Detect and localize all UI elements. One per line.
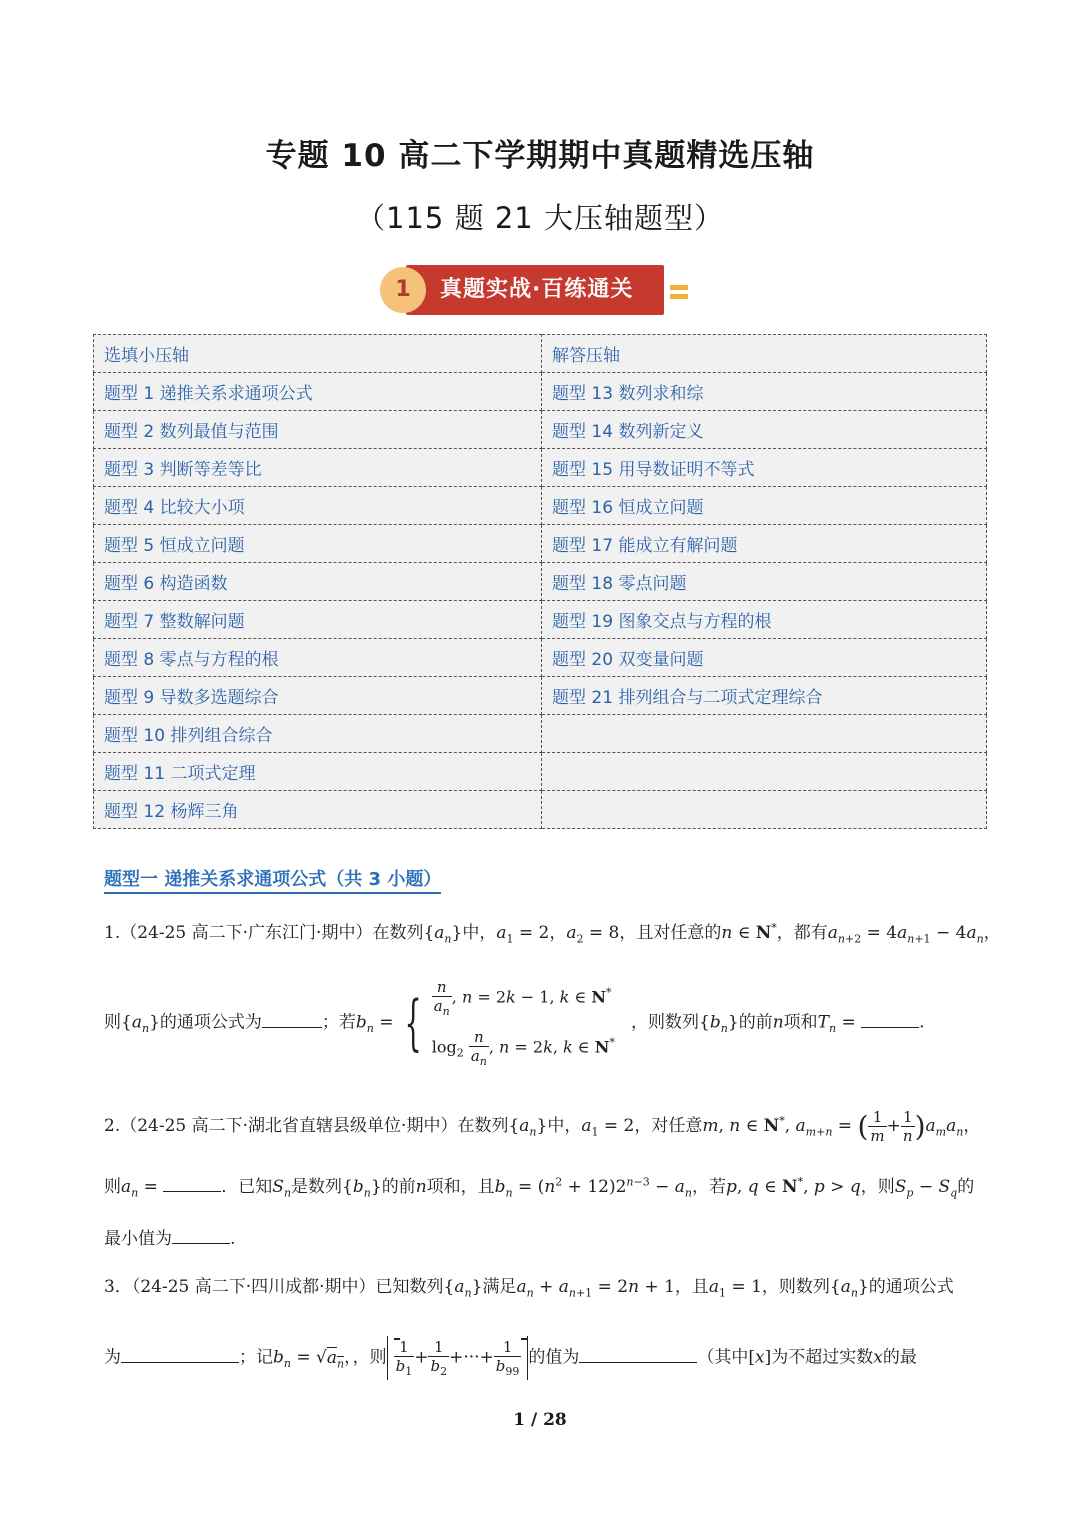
topic-cell-right (542, 753, 987, 791)
problem-2-line-2: 则$a_n$ = ．已知$S_n$是数列$\{b_n\}$的前n项和，且$b_n = (n^2 + 12)2^{n-3} - a_n$，若p, q ∈ N*, p > q，则$S_p - S_q$的 (104, 1175, 975, 1200)
problem-2-line-1: 2.（24-25 高二下·湖北省直辖县级单位·期中）在数列$\{a_n\}$中，$a_1 = 2$，对任意m, n ∈ N*, $a_{m+n}$ = ( $\frac{1}{m}$ + $\frac{1}{n}$ )$a_ma_n$， (104, 1108, 981, 1145)
answer-blank[interactable] (579, 1346, 697, 1363)
topic-cell-right[interactable]: 题型 20 双变量问题 (542, 639, 987, 677)
answer-blank[interactable] (262, 1011, 322, 1028)
topic-cell-right[interactable]: 题型 13 数列求和综 (542, 373, 987, 411)
table-header-row (94, 335, 987, 373)
problem-1-line-2: 则$\{a_n\}$的通项公式为 ；若$b_n$ = { $\frac{n}{a_n}$ , n = 2k − 1, k ∈ N* $\log_2$ $\frac{n}{a_n}$ , n = 2k, k ∈ N* ，则数列$\{b_n\}$的前n项和$T_n$ = . (104, 978, 925, 1068)
topic-cell-right (542, 715, 987, 753)
table-row (94, 753, 987, 791)
topic-cell-left[interactable]: 题型 7 整数解问题 (94, 601, 542, 639)
table-row (94, 525, 987, 563)
problem-3-line-1: 3．（24-25 高二下·四川成都·期中）已知数列$\{a_n\}$满足$a_n + a_{n+1} = 2n + 1$，且$a_1 = 1$，则数列$\{a_n\}$的通项公式 (104, 1277, 954, 1300)
right-column-header: 解答压轴 (542, 335, 987, 373)
topic-cell-right[interactable]: 题型 21 排列组合与二项式定理综合 (542, 677, 987, 715)
answer-blank[interactable] (172, 1227, 230, 1244)
topic-cell-left[interactable]: 题型 4 比较大小项 (94, 487, 542, 525)
topic-cell-left[interactable]: 题型 3 判断等差等比 (94, 449, 542, 487)
topic-cell-right[interactable]: 题型 18 零点问题 (542, 563, 987, 601)
answer-blank[interactable] (163, 1175, 221, 1192)
topic-cell-right[interactable]: 题型 15 用导数证明不等式 (542, 449, 987, 487)
topic-cell-left[interactable]: 题型 12 杨辉三角 (94, 791, 542, 829)
topic-cell-left[interactable]: 题型 9 导数多选题综合 (94, 677, 542, 715)
topic-cell-left[interactable]: 题型 1 递推关系求通项公式 (94, 373, 542, 411)
topic-cell-left[interactable]: 题型 6 构造函数 (94, 563, 542, 601)
table-row (94, 563, 987, 601)
topic-cell-right (542, 791, 987, 829)
topic-cell-left[interactable]: 题型 8 零点与方程的根 (94, 639, 542, 677)
page-number: 1 / 28 (513, 1410, 567, 1430)
section-title[interactable]: 题型一 递推关系求通项公式（共 3 小题） (104, 865, 441, 894)
problem-1-line-1: 1.（24-25 高二下·广东江门·期中）在数列$\{a_n\}$中，$a_1 = 2$，$a_2 = 8$，且对任意的n ∈ N*，都有$a_{n+2} = 4a_{n+1} - 4a_n$， (104, 921, 1001, 946)
left-column-header: 选填小压轴 (94, 335, 542, 373)
table-row (94, 639, 987, 677)
table-row (94, 487, 987, 525)
page-subtitle: （115 题 21 大压轴题型） (356, 201, 724, 235)
topic-table (93, 334, 987, 829)
topic-cell-left[interactable]: 题型 2 数列最值与范围 (94, 411, 542, 449)
table-row (94, 715, 987, 753)
topic-cell-right[interactable]: 题型 17 能成立有解问题 (542, 525, 987, 563)
topic-cell-right[interactable]: 题型 16 恒成立问题 (542, 487, 987, 525)
table-row (94, 373, 987, 411)
table-row (94, 449, 987, 487)
topic-cell-right[interactable]: 题型 14 数列新定义 (542, 411, 987, 449)
table-row (94, 411, 987, 449)
banner-decoration-icon (670, 285, 688, 311)
topic-cell-left[interactable]: 题型 5 恒成立问题 (94, 525, 542, 563)
table-row (94, 601, 987, 639)
page-title: 专题 10 高二下学期期中真题精选压轴 (265, 138, 815, 174)
table-row (94, 677, 987, 715)
answer-blank[interactable] (121, 1346, 239, 1363)
banner-label: 真题实战·百练通关 (440, 277, 634, 302)
table-row (94, 791, 987, 829)
section-banner (380, 263, 700, 319)
problem-2-line-3: 最小值为 . (104, 1229, 236, 1249)
topic-cell-left[interactable]: 题型 11 二项式定理 (94, 753, 542, 791)
answer-blank[interactable] (861, 1011, 919, 1028)
banner-number: 1 (380, 267, 426, 313)
topic-cell-right[interactable]: 题型 19 图象交点与方程的根 (542, 601, 987, 639)
problem-3-line-2: 为 ；记$b_n = √a_n$，，则 $\frac{1}{b_1}$ + $\frac{1}{b_2}$ +···+ $\frac{1}{b_{99}}$ 的值为 （其中[x]为不超过实数x的最 (104, 1338, 917, 1378)
topic-cell-left[interactable]: 题型 10 排列组合综合 (94, 715, 542, 753)
